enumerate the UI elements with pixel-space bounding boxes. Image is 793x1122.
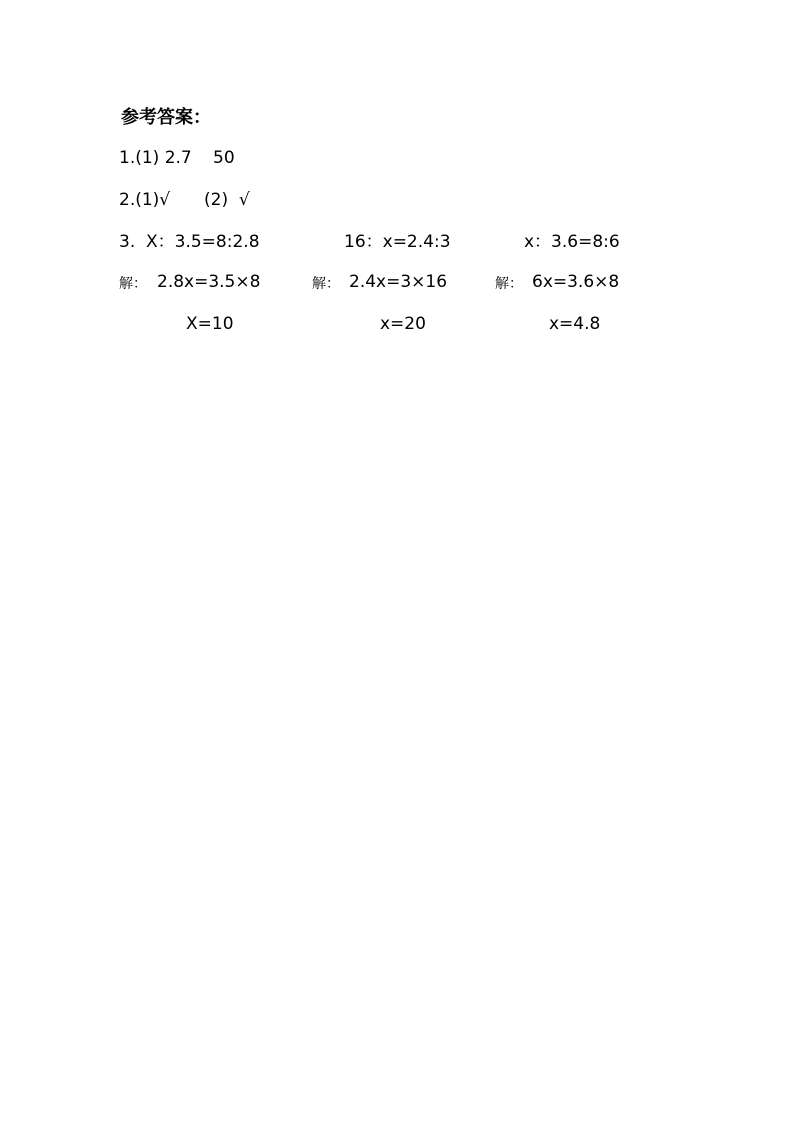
q3-label: 3. [119,232,136,252]
q3-result-2: x=20 [380,314,426,334]
q3-result-3: x=4.8 [549,314,601,334]
q1-answer: 1.(1) 2.7 [119,148,192,168]
q3-result-1: X=10 [186,314,234,334]
q3-step-3: 6x=3.6×8 [532,272,620,292]
q3-solution-prefix-2: 解： [312,276,340,292]
q3-equation-2: 16：x=2.4:3 [344,232,451,252]
q2-second-answer: (2) √ [204,190,250,210]
q1-second-answer: 50 [213,148,235,168]
q3-solution-prefix-1: 解： [119,276,147,292]
q3-solution-prefix-3: 解： [495,276,523,292]
q3-equation-3: x：3.6=8:6 [524,232,620,252]
answer-key-title: 参考答案： [121,107,211,128]
q3-equation-1: X：3.5=8:2.8 [146,232,260,252]
q3-step-2: 2.4x=3×16 [349,272,448,292]
q3-step-1: 2.8x=3.5×8 [157,272,261,292]
q2-answer: 2.(1)√ [119,190,171,210]
